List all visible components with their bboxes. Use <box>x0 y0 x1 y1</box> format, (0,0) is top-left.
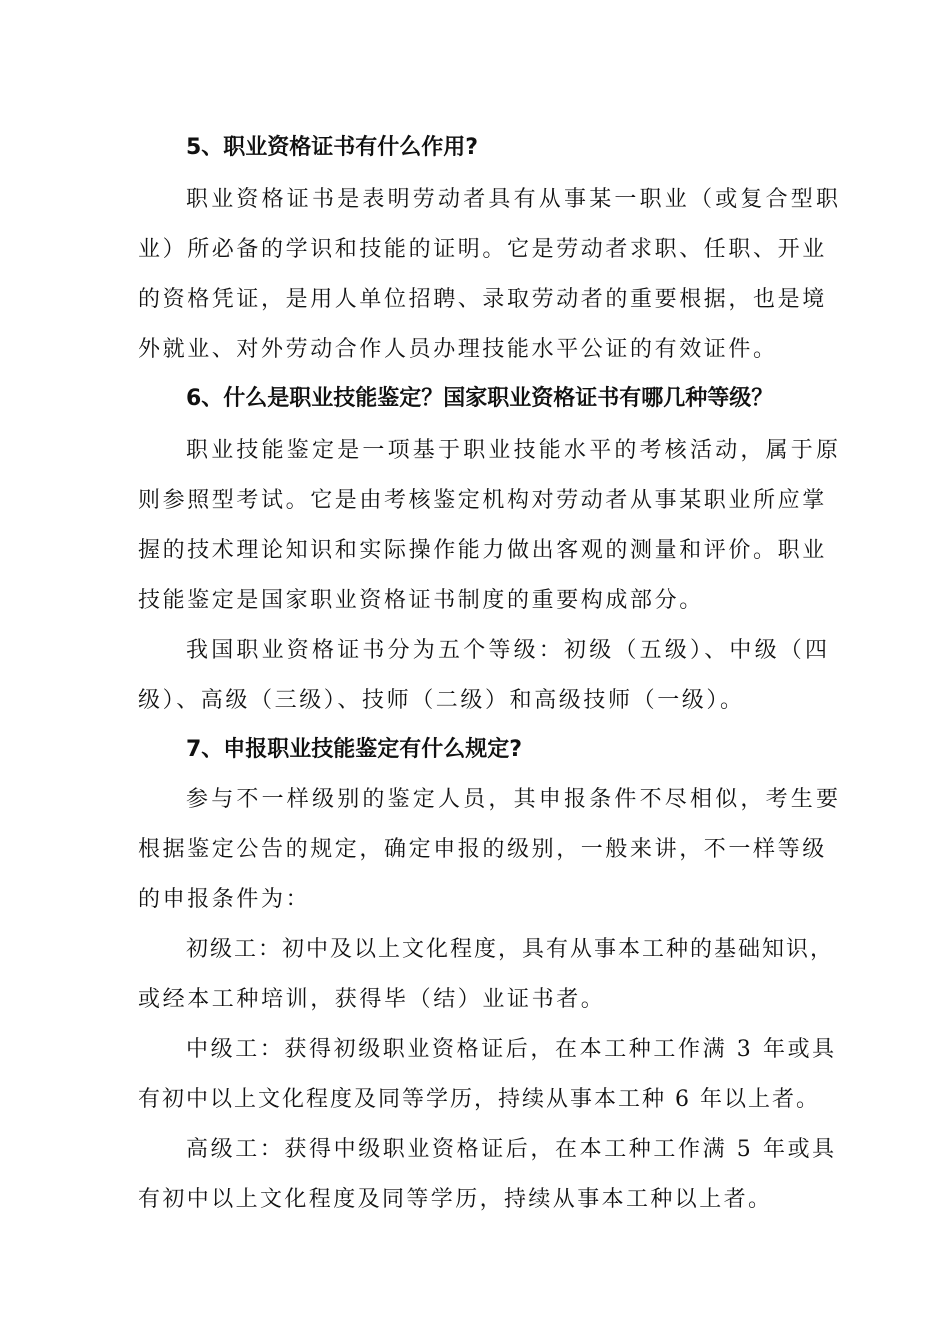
line-text: 或经本工种培训，获得毕（结）业证书者。 <box>138 987 606 1012</box>
line-text: 高级工：获得中级职业资格证后，在本工种工作满 5 年或具 <box>186 1137 837 1162</box>
heading-text: 7、申报职业技能鉴定有什么规定? <box>186 737 523 762</box>
line-text: 则参照型考试。它是由考核鉴定机构对劳动者从事某职业所应掌 <box>138 488 827 513</box>
line-text: 的资格凭证，是用人单位招聘、录取劳动者的重要根据，也是境 <box>138 287 827 312</box>
line-text: 初级工：初中及以上文化程度，具有从事本工种的基础知识， <box>186 937 835 962</box>
line-text: 技能鉴定是国家职业资格证书制度的重要构成部分。 <box>138 588 704 613</box>
line-text: 握的技术理论知识和实际操作能力做出客观的测量和评价。职业 <box>138 538 827 563</box>
line-text: 职业资格证书是表明劳动者具有从事某一职业（或复合型职 <box>186 187 842 212</box>
line-text: 职业技能鉴定是一项基于职业技能水平的考核活动，属于原 <box>186 438 842 463</box>
line-text: 参与不一样级别的鉴定人员，其申报条件不尽相似，考生要 <box>186 787 842 812</box>
heading-text: 6、什么是职业技能鉴定？国家职业资格证书有哪几种等级？ <box>186 386 774 411</box>
line-text: 有初中以上文化程度及同等学历，持续从事本工种以上者。 <box>138 1187 773 1212</box>
heading-text: 5、职业资格证书有什么作用? <box>186 135 479 160</box>
line-text: 的申报条件为： <box>138 887 311 912</box>
line-text: 根据鉴定公告的规定，确定申报的级别，一般来讲，不一样等级 <box>138 837 827 862</box>
line-text: 我国职业资格证书分为五个等级：初级（五级）、中级（四 <box>186 638 831 663</box>
line-text: 有初中以上文化程度及同等学历，持续从事本工种 6 年以上者。 <box>138 1087 820 1112</box>
line-text: 中级工：获得初级职业资格证后，在本工种工作满 3 年或具 <box>186 1037 837 1062</box>
line-text: 外就业、对外劳动合作人员办理技能水平公证的有效证件。 <box>138 337 778 362</box>
line-text: 级）、高级（三级）、技师（二级）和高级技师（一级）。 <box>138 688 745 713</box>
line-text: 业）所必备的学识和技能的证明。它是劳动者求职、任职、开业 <box>138 237 827 262</box>
